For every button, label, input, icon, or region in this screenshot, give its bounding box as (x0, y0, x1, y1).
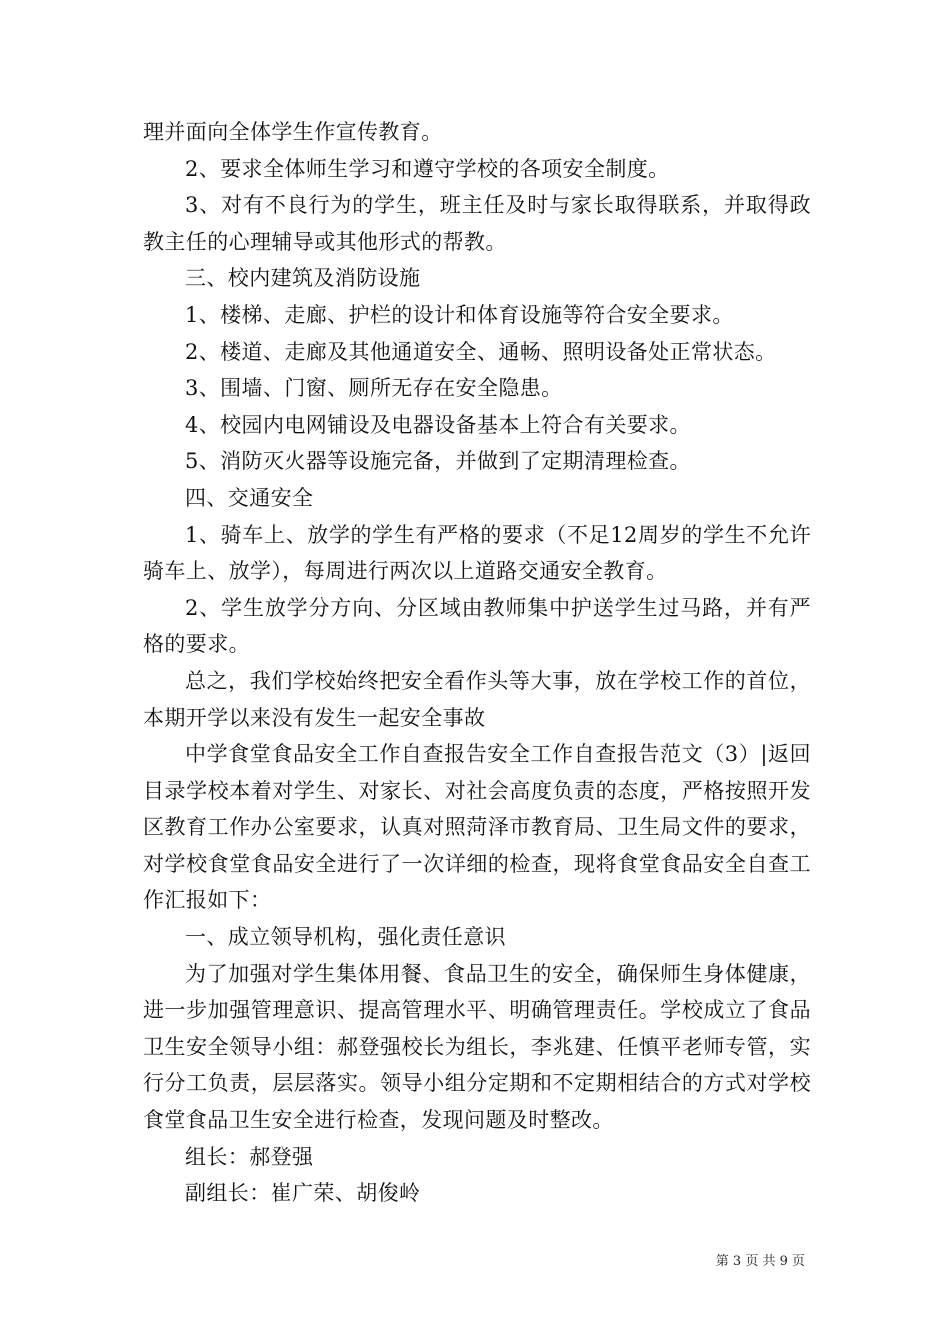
paragraph-leader: 组长：郝登强 (185, 1144, 314, 1169)
document-body (143, 114, 811, 1212)
section-heading-leadership: 一、成立领导机构，强化责任意识 (185, 925, 506, 950)
section-heading-traffic: 四、交通安全 (185, 485, 314, 510)
paragraph-report-intro: 中学食堂食品安全工作自查报告安全工作自查报告范文（3）|返回目录学校本着对学生、对家长、对社会高度负责的态度，严格按照开发区教育工作办公室要求，认真对照菏泽市教育局、卫生局文件的要求，对学校食堂食品安全进行了一次详细的检查，现将食堂食品安全自查工作汇报如下： (143, 742, 811, 913)
page-number: 第 3 页 共 9 页 (715, 1254, 805, 1269)
paragraph-buildings-2: 2、楼道、走廊及其他通道安全、通畅、照明设备处正常状态。 (185, 339, 777, 364)
paragraph-buildings-1: 1、楼梯、走廊、护栏的设计和体育设施等符合安全要求。 (185, 302, 734, 327)
paragraph-buildings-3: 3、围墙、门窗、厕所无存在安全隐患。 (185, 376, 563, 401)
paragraph-buildings-5: 5、消防灭火器等设施完备，并做到了定期清理检查。 (185, 449, 691, 474)
paragraph-buildings-4: 4、校园内电网铺设及电器设备基本上符合有关要求。 (185, 412, 691, 437)
paragraph-continuation: 理并面向全体学生作宣传教育。 (143, 120, 443, 144)
paragraph-item-3: 3、对有不良行为的学生，班主任及时与家长取得联系，并取得政教主任的心理辅导或其他形式的帮教。 (143, 193, 811, 254)
paragraph-leadership: 为了加强对学生集体用餐、食品卫生的安全，确保师生身体健康，进一步加强管理意识、提高管理水平、明确管理责任。学校成立了食品卫生安全领导小组：郝登强校长为组长，李兆建、任慎平老师专管，实行分工负责，层层落实。领导小组分定期和不定期相结合的方式对学校食堂食品卫生安全进行检查，发现问题及时整改。 (143, 961, 811, 1133)
section-heading-buildings: 三、校内建筑及消防设施 (185, 266, 421, 291)
paragraph-traffic-2: 2、学生放学分方向、分区域由教师集中护送学生过马路，并有严格的要求。 (143, 595, 811, 657)
paragraph-summary: 总之，我们学校始终把安全看作头等大事，放在学校工作的首位，本期开学以来没有发生一起安全事故 (143, 668, 811, 730)
paragraph-item-2: 2、要求全体师生学习和遵守学校的各项安全制度。 (185, 156, 670, 181)
paragraph-traffic-1: 1、骑车上、放学的学生有严格的要求（不足12周岁的学生不允许骑车上、放学），每周进行两次以上道路交通安全教育。 (143, 522, 811, 584)
paragraph-deputy-leaders: 副组长：崔广荣、胡俊岭 (185, 1181, 421, 1206)
